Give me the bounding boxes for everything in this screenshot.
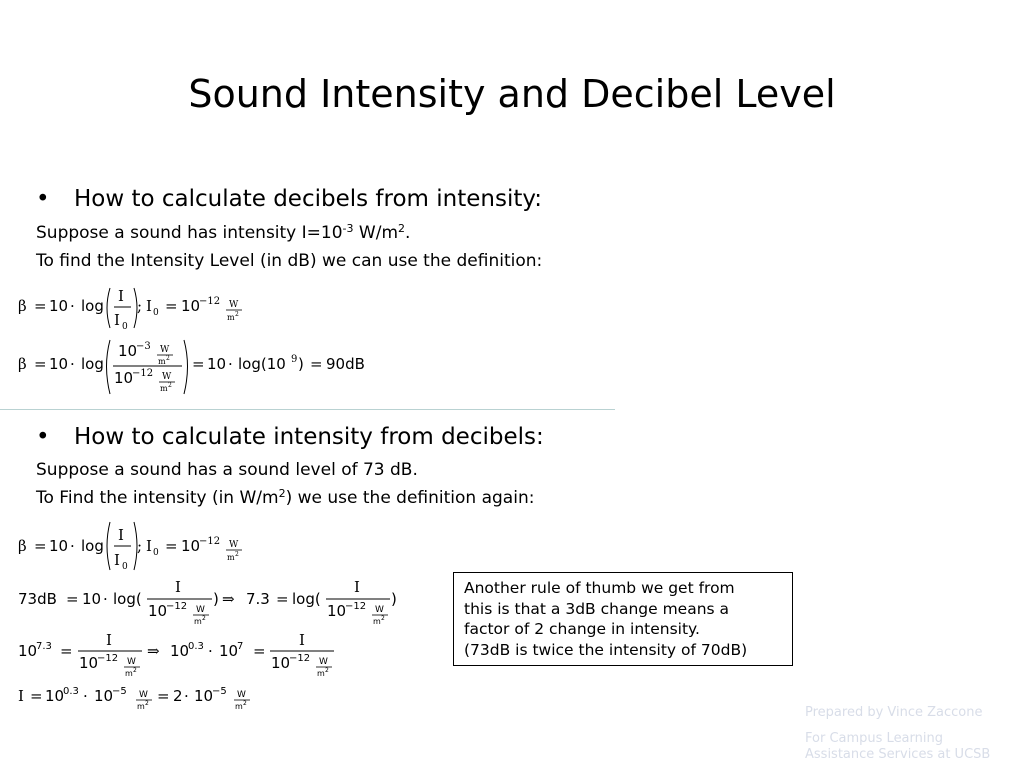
bullet-text: How to calculate intensity from decibels: xyxy=(74,424,544,450)
unit-meters: m xyxy=(125,669,133,678)
value: 7.3 xyxy=(246,590,270,608)
exponent: 9 xyxy=(291,354,298,365)
close-paren: ) xyxy=(298,355,304,373)
unit-square: 2 xyxy=(235,311,239,318)
unit-meters: m xyxy=(158,357,166,366)
footer-org-line1: For Campus Learning xyxy=(805,731,943,746)
close-paren: ) xyxy=(391,590,397,608)
exponentiation-equation xyxy=(18,631,334,678)
coefficient: 2 xyxy=(173,687,183,705)
bullet-intensity-from-decibels xyxy=(36,424,544,450)
coefficient: 10 xyxy=(49,355,69,373)
equals-sign: = xyxy=(66,590,79,608)
close-paren: ) xyxy=(213,590,219,608)
unit-watts: W xyxy=(160,345,170,355)
base-ten: 10 xyxy=(114,369,134,387)
exponent: 2 xyxy=(278,487,286,500)
numerator-I: I xyxy=(175,578,181,596)
base-ten: 10 xyxy=(170,642,190,660)
exponent: −12 xyxy=(97,653,119,664)
exponent: −12 xyxy=(166,601,188,612)
base-ten: 10 xyxy=(219,642,239,660)
exponent: 0.3 xyxy=(188,641,204,652)
note-line: Another rule of thumb we get from xyxy=(464,579,735,597)
base-ten: 10 xyxy=(45,687,65,705)
dot-operator: · xyxy=(184,687,189,705)
exponent: 7.3 xyxy=(36,641,52,652)
unit-square: 2 xyxy=(145,700,149,707)
unit-meters: m xyxy=(227,553,235,562)
text-part: W/m xyxy=(353,223,399,243)
left-paren xyxy=(107,288,110,328)
equals-sign: = xyxy=(34,537,47,555)
find-intensity-statement xyxy=(36,488,534,508)
equals-sign: = xyxy=(30,687,43,705)
numerator-I: I xyxy=(118,526,124,544)
bullet-text: How to calculate decibels from intensity: xyxy=(74,186,543,212)
base-ten: 10 xyxy=(18,642,38,660)
equals-sign: = xyxy=(165,297,178,315)
dot-operator: · xyxy=(70,355,75,373)
unit-meters: m xyxy=(194,617,202,626)
equals-sign: = xyxy=(192,355,205,373)
log-function: log xyxy=(81,297,104,315)
unit-square: 2 xyxy=(166,355,170,362)
coefficient: 10 xyxy=(82,590,102,608)
note-line: (73dB is twice the intensity of 70dB) xyxy=(464,640,748,659)
right-paren xyxy=(184,340,188,394)
base-ten: 10 xyxy=(79,654,99,672)
semicolon: ; xyxy=(137,537,143,555)
dot-operator: · xyxy=(83,687,88,705)
substitution-equation xyxy=(18,578,397,626)
base-ten: 10 xyxy=(118,342,138,360)
unit-square: 2 xyxy=(235,551,239,558)
beta-symbol: β xyxy=(18,537,27,555)
unit-watts: W xyxy=(162,372,172,382)
dot-operator: · xyxy=(103,590,108,608)
log-function: log xyxy=(81,537,104,555)
unit-meters: m xyxy=(235,702,243,711)
rule-of-thumb-note xyxy=(453,572,793,666)
left-paren xyxy=(107,522,110,570)
exponent: −12 xyxy=(199,296,221,307)
log-function: log xyxy=(81,355,104,373)
numerator-I: I xyxy=(354,578,360,596)
unit-square: 2 xyxy=(202,615,206,622)
base-ten: 10 xyxy=(181,297,201,315)
log-open: log( xyxy=(113,590,142,608)
sound-level-statement: Suppose a sound has a sound level of 73 dB. xyxy=(36,460,418,480)
exponent: 0.3 xyxy=(63,686,79,697)
footer-org-line2: Assistance Services at UCSB xyxy=(805,747,991,762)
coefficient: 10 xyxy=(49,537,69,555)
numerator-I: I xyxy=(106,631,112,649)
section-divider xyxy=(0,409,615,410)
decibel-result-equation xyxy=(18,340,365,394)
unit-watts: W xyxy=(229,540,239,550)
base-ten: 10 xyxy=(94,687,114,705)
unit-meters: m xyxy=(137,702,145,711)
unit-square: 2 xyxy=(325,667,329,674)
dot-operator: · xyxy=(70,297,75,315)
exponent: −5 xyxy=(112,686,127,697)
base-ten: 10 xyxy=(148,602,168,620)
beta-symbol: β xyxy=(18,355,27,373)
base-ten: 10 xyxy=(271,654,291,672)
text-part: Suppose a sound has intensity I=10 xyxy=(36,223,343,243)
base-ten: 10 xyxy=(181,537,201,555)
exponent: −12 xyxy=(345,601,367,612)
equals-sign: = xyxy=(60,642,73,660)
numerator-I: I xyxy=(299,631,305,649)
slide-title: Sound Intensity and Decibel Level xyxy=(188,72,836,116)
decibel-value: 73dB xyxy=(18,590,57,608)
text-part: ) we use the definition again: xyxy=(285,488,535,508)
implies-arrow: ⇒ xyxy=(147,642,160,660)
equals-sign: = xyxy=(253,642,266,660)
coefficient: 10 xyxy=(207,355,227,373)
unit-meters: m xyxy=(160,384,168,393)
unit-square: 2 xyxy=(381,615,385,622)
exponent: −3 xyxy=(136,341,151,352)
text-part: . xyxy=(405,223,411,243)
dot-operator: · xyxy=(208,642,213,660)
coefficient: 10 xyxy=(49,297,69,315)
denominator-I: I xyxy=(114,311,120,329)
unit-square: 2 xyxy=(243,700,247,707)
footer-author: Prepared by Vince Zaccone xyxy=(805,705,983,720)
exponent: −12 xyxy=(132,368,154,379)
exponent: −12 xyxy=(199,536,221,547)
semicolon: ; xyxy=(137,297,143,315)
definition-equation-repeat xyxy=(18,522,242,572)
unit-watts: W xyxy=(127,657,136,667)
unit-watts: W xyxy=(196,605,205,615)
dot-operator: · xyxy=(228,355,233,373)
equals-sign: = xyxy=(165,537,178,555)
implies-arrow: ⇒ xyxy=(222,590,235,608)
intensity-symbol: I xyxy=(18,687,24,705)
result-value: 90dB xyxy=(326,355,365,373)
beta-symbol: β xyxy=(18,297,27,315)
unit-square: 2 xyxy=(168,382,172,389)
exponent: −12 xyxy=(289,653,311,664)
bullet-dot: • xyxy=(36,186,50,212)
denominator-I: I xyxy=(114,551,120,569)
equals-sign: = xyxy=(34,297,47,315)
unit-watts: W xyxy=(375,605,384,615)
numerator-I: I xyxy=(118,287,124,305)
subscript-zero: 0 xyxy=(153,308,159,318)
unit-watts: W xyxy=(319,657,328,667)
log-open: log( xyxy=(292,590,321,608)
definition-statement: To find the Intensity Level (in dB) we can use the definition: xyxy=(36,251,543,271)
unit-meters: m xyxy=(227,313,235,322)
note-line: factor of 2 change in intensity. xyxy=(464,620,700,638)
dot-operator: · xyxy=(70,537,75,555)
definition-equation xyxy=(18,287,242,332)
log-expression: log(10 xyxy=(238,355,286,373)
bullet-dot: • xyxy=(36,424,50,450)
exponent: 7 xyxy=(237,641,244,652)
equals-sign: = xyxy=(34,355,47,373)
equation-block-1 xyxy=(0,280,420,400)
text-part: To Find the intensity (in W/m xyxy=(36,488,279,508)
left-paren xyxy=(107,340,111,394)
reference-intensity: I xyxy=(146,297,152,315)
bullet-decibels-from-intensity xyxy=(36,186,542,212)
subscript-zero: 0 xyxy=(153,548,159,558)
reference-intensity: I xyxy=(146,537,152,555)
unit-meters: m xyxy=(317,669,325,678)
equals-sign: = xyxy=(157,687,170,705)
base-ten: 10 xyxy=(194,687,214,705)
note-line: this is that a 3dB change means a xyxy=(464,599,730,618)
equals-sign: = xyxy=(310,355,323,373)
final-intensity-equation xyxy=(18,686,250,711)
base-ten: 10 xyxy=(327,602,347,620)
subscript-zero: 0 xyxy=(122,322,128,332)
equals-sign: = xyxy=(276,590,289,608)
intensity-statement xyxy=(36,223,410,243)
exponent: 2 xyxy=(398,222,406,235)
unit-meters: m xyxy=(373,617,381,626)
exponent: −5 xyxy=(212,686,227,697)
equation-block-2 xyxy=(0,518,440,718)
unit-square: 2 xyxy=(133,667,137,674)
subscript-zero: 0 xyxy=(122,562,128,572)
exponent: -3 xyxy=(342,222,354,235)
unit-watts: W xyxy=(237,690,246,700)
unit-watts: W xyxy=(139,690,148,700)
unit-watts: W xyxy=(229,300,239,310)
